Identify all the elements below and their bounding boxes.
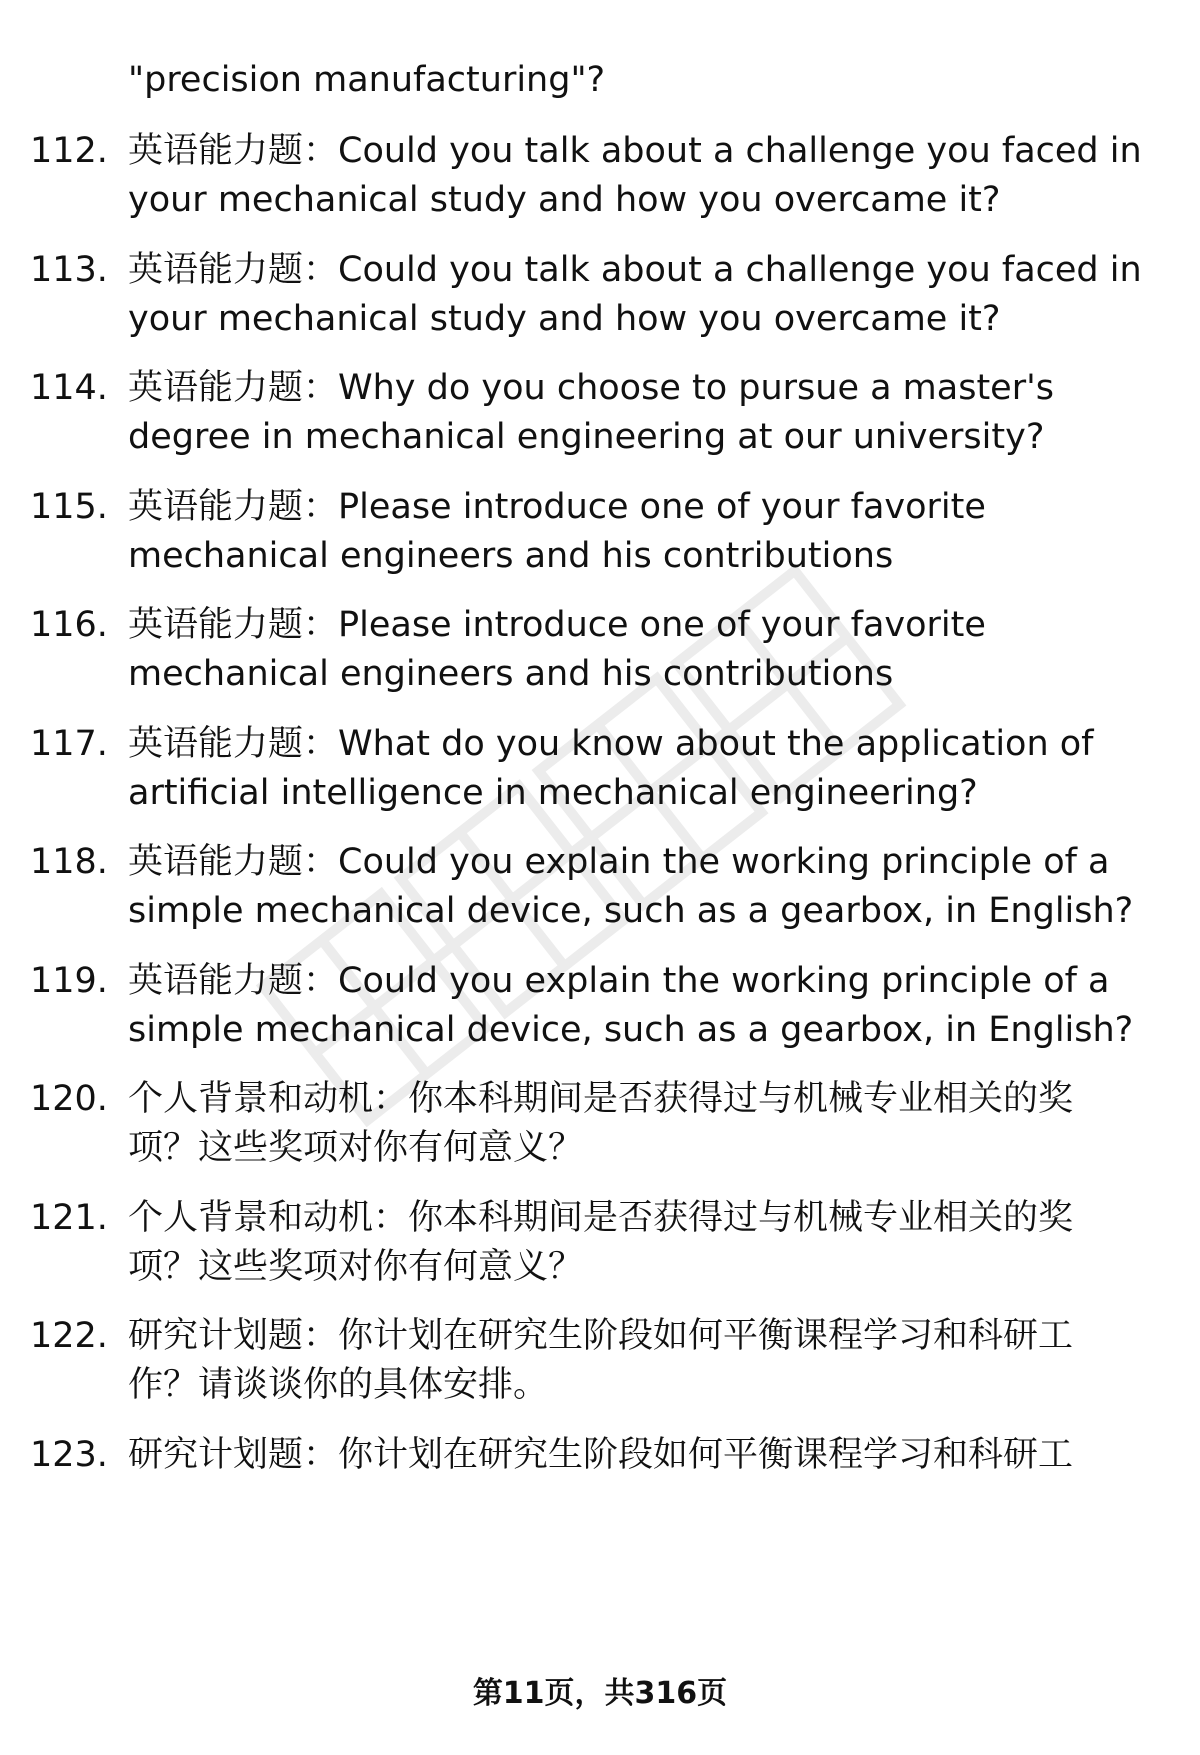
question-text [128, 1194, 1170, 1292]
question-category: 个人背景和动机： [128, 1079, 409, 1119]
page-footer: 第11页，共316页 [472, 1676, 728, 1711]
question-category: 英语能力题： [128, 131, 339, 171]
question-line-1 [128, 838, 1170, 887]
question-number: 119. [30, 960, 108, 1001]
question-line-1 [128, 483, 1170, 532]
question-line-2: 作？请谈谈你的具体安排。 [128, 1365, 549, 1405]
question-line-2: simple mechanical device, such as a gearbox, in English? [128, 1009, 1134, 1050]
question-line-1 [128, 601, 1170, 650]
question-text [128, 838, 1170, 936]
question-line-1-text: 你计划在研究生阶段如何平衡课程学习和科研工 [338, 1434, 1074, 1475]
question-line-1-text: 你本科期间是否获得过与机械专业相关的奖 [408, 1197, 1074, 1238]
question-line-1-text: Could you talk about a challenge you faced in [338, 249, 1142, 290]
question-line-2: artificial intelligence in mechanical engineering? [128, 772, 978, 813]
question-text [128, 720, 1170, 818]
question-line-1 [128, 1075, 1170, 1124]
question-line-1-text: Please introduce one of your favorite [338, 605, 986, 645]
question-line-2: 项？这些奖项对你有何意义？ [128, 1246, 584, 1287]
question-line-2: your mechanical study and how you overcame it? [128, 298, 1001, 339]
question-text [128, 127, 1170, 225]
question-line-1-text: 你计划在研究生阶段如何平衡课程学习和科研工 [338, 1316, 1074, 1356]
question-number: 116. [30, 605, 108, 645]
question-text [128, 246, 1170, 344]
question-line-1 [128, 1312, 1170, 1361]
question-category: 研究计划题： [128, 1316, 339, 1356]
question-text [128, 1075, 1170, 1173]
question-line-1 [128, 1194, 1170, 1243]
question-text [128, 1431, 1170, 1480]
question-line-1 [128, 1431, 1170, 1480]
question-category: 研究计划题： [128, 1434, 339, 1475]
question-text [128, 601, 1170, 699]
question-number: 123. [30, 1434, 108, 1475]
question-number: 112. [30, 131, 108, 171]
question-number: 114. [30, 368, 108, 408]
question-line-1-text: Could you talk about a challenge you faced in [338, 131, 1142, 171]
question-number: 115. [30, 486, 108, 527]
question-category: 英语能力题： [128, 723, 339, 764]
question-line-1 [128, 364, 1170, 413]
question-line-2: degree in mechanical engineering at our university? [128, 417, 1045, 457]
question-number: 120. [30, 1079, 108, 1119]
question-category: 英语能力题： [128, 249, 339, 290]
question-number: 122. [30, 1316, 108, 1356]
question-text [128, 957, 1170, 1055]
question-line-1-text: 你本科期间是否获得过与机械专业相关的奖 [408, 1079, 1074, 1119]
question-number: 118. [30, 842, 108, 882]
question-text [128, 483, 1170, 581]
question-line-1-text: Could you explain the working principle of a [338, 842, 1110, 882]
question-number: 117. [30, 723, 108, 764]
question-line-1-text: Could you explain the working principle of a [338, 960, 1110, 1001]
question-line-1-text: Why do you choose to pursue a master's [338, 368, 1054, 408]
question-category: 个人背景和动机： [128, 1197, 409, 1238]
question-line-2: mechanical engineers and his contributions [128, 535, 894, 576]
question-line-2: simple mechanical device, such as a gearbox, in English? [128, 891, 1134, 931]
question-line-1 [128, 246, 1170, 295]
question-category: 英语能力题： [128, 960, 339, 1001]
question-line-1 [128, 957, 1170, 1006]
question-category: 英语能力题： [128, 605, 339, 645]
question-category: 英语能力题： [128, 842, 339, 882]
question-line-2: your mechanical study and how you overcame it? [128, 180, 1001, 220]
question-line-1 [128, 127, 1170, 176]
question-category: 英语能力题： [128, 486, 339, 527]
question-text [128, 364, 1170, 462]
question-line-1 [128, 720, 1170, 769]
question-line-1-text: What do you know about the application of [338, 723, 1094, 764]
question-category: 英语能力题： [128, 368, 339, 408]
question-number: 121. [30, 1197, 108, 1238]
question-line-2: 项？这些奖项对你有何意义？ [128, 1128, 584, 1168]
question-line-2: mechanical engineers and his contributions [128, 654, 894, 694]
question-number: 113. [30, 249, 108, 290]
continuation-line: "precision manufacturing"? [128, 60, 606, 100]
question-text [128, 1312, 1170, 1410]
question-line-1-text: Please introduce one of your favorite [338, 486, 986, 527]
